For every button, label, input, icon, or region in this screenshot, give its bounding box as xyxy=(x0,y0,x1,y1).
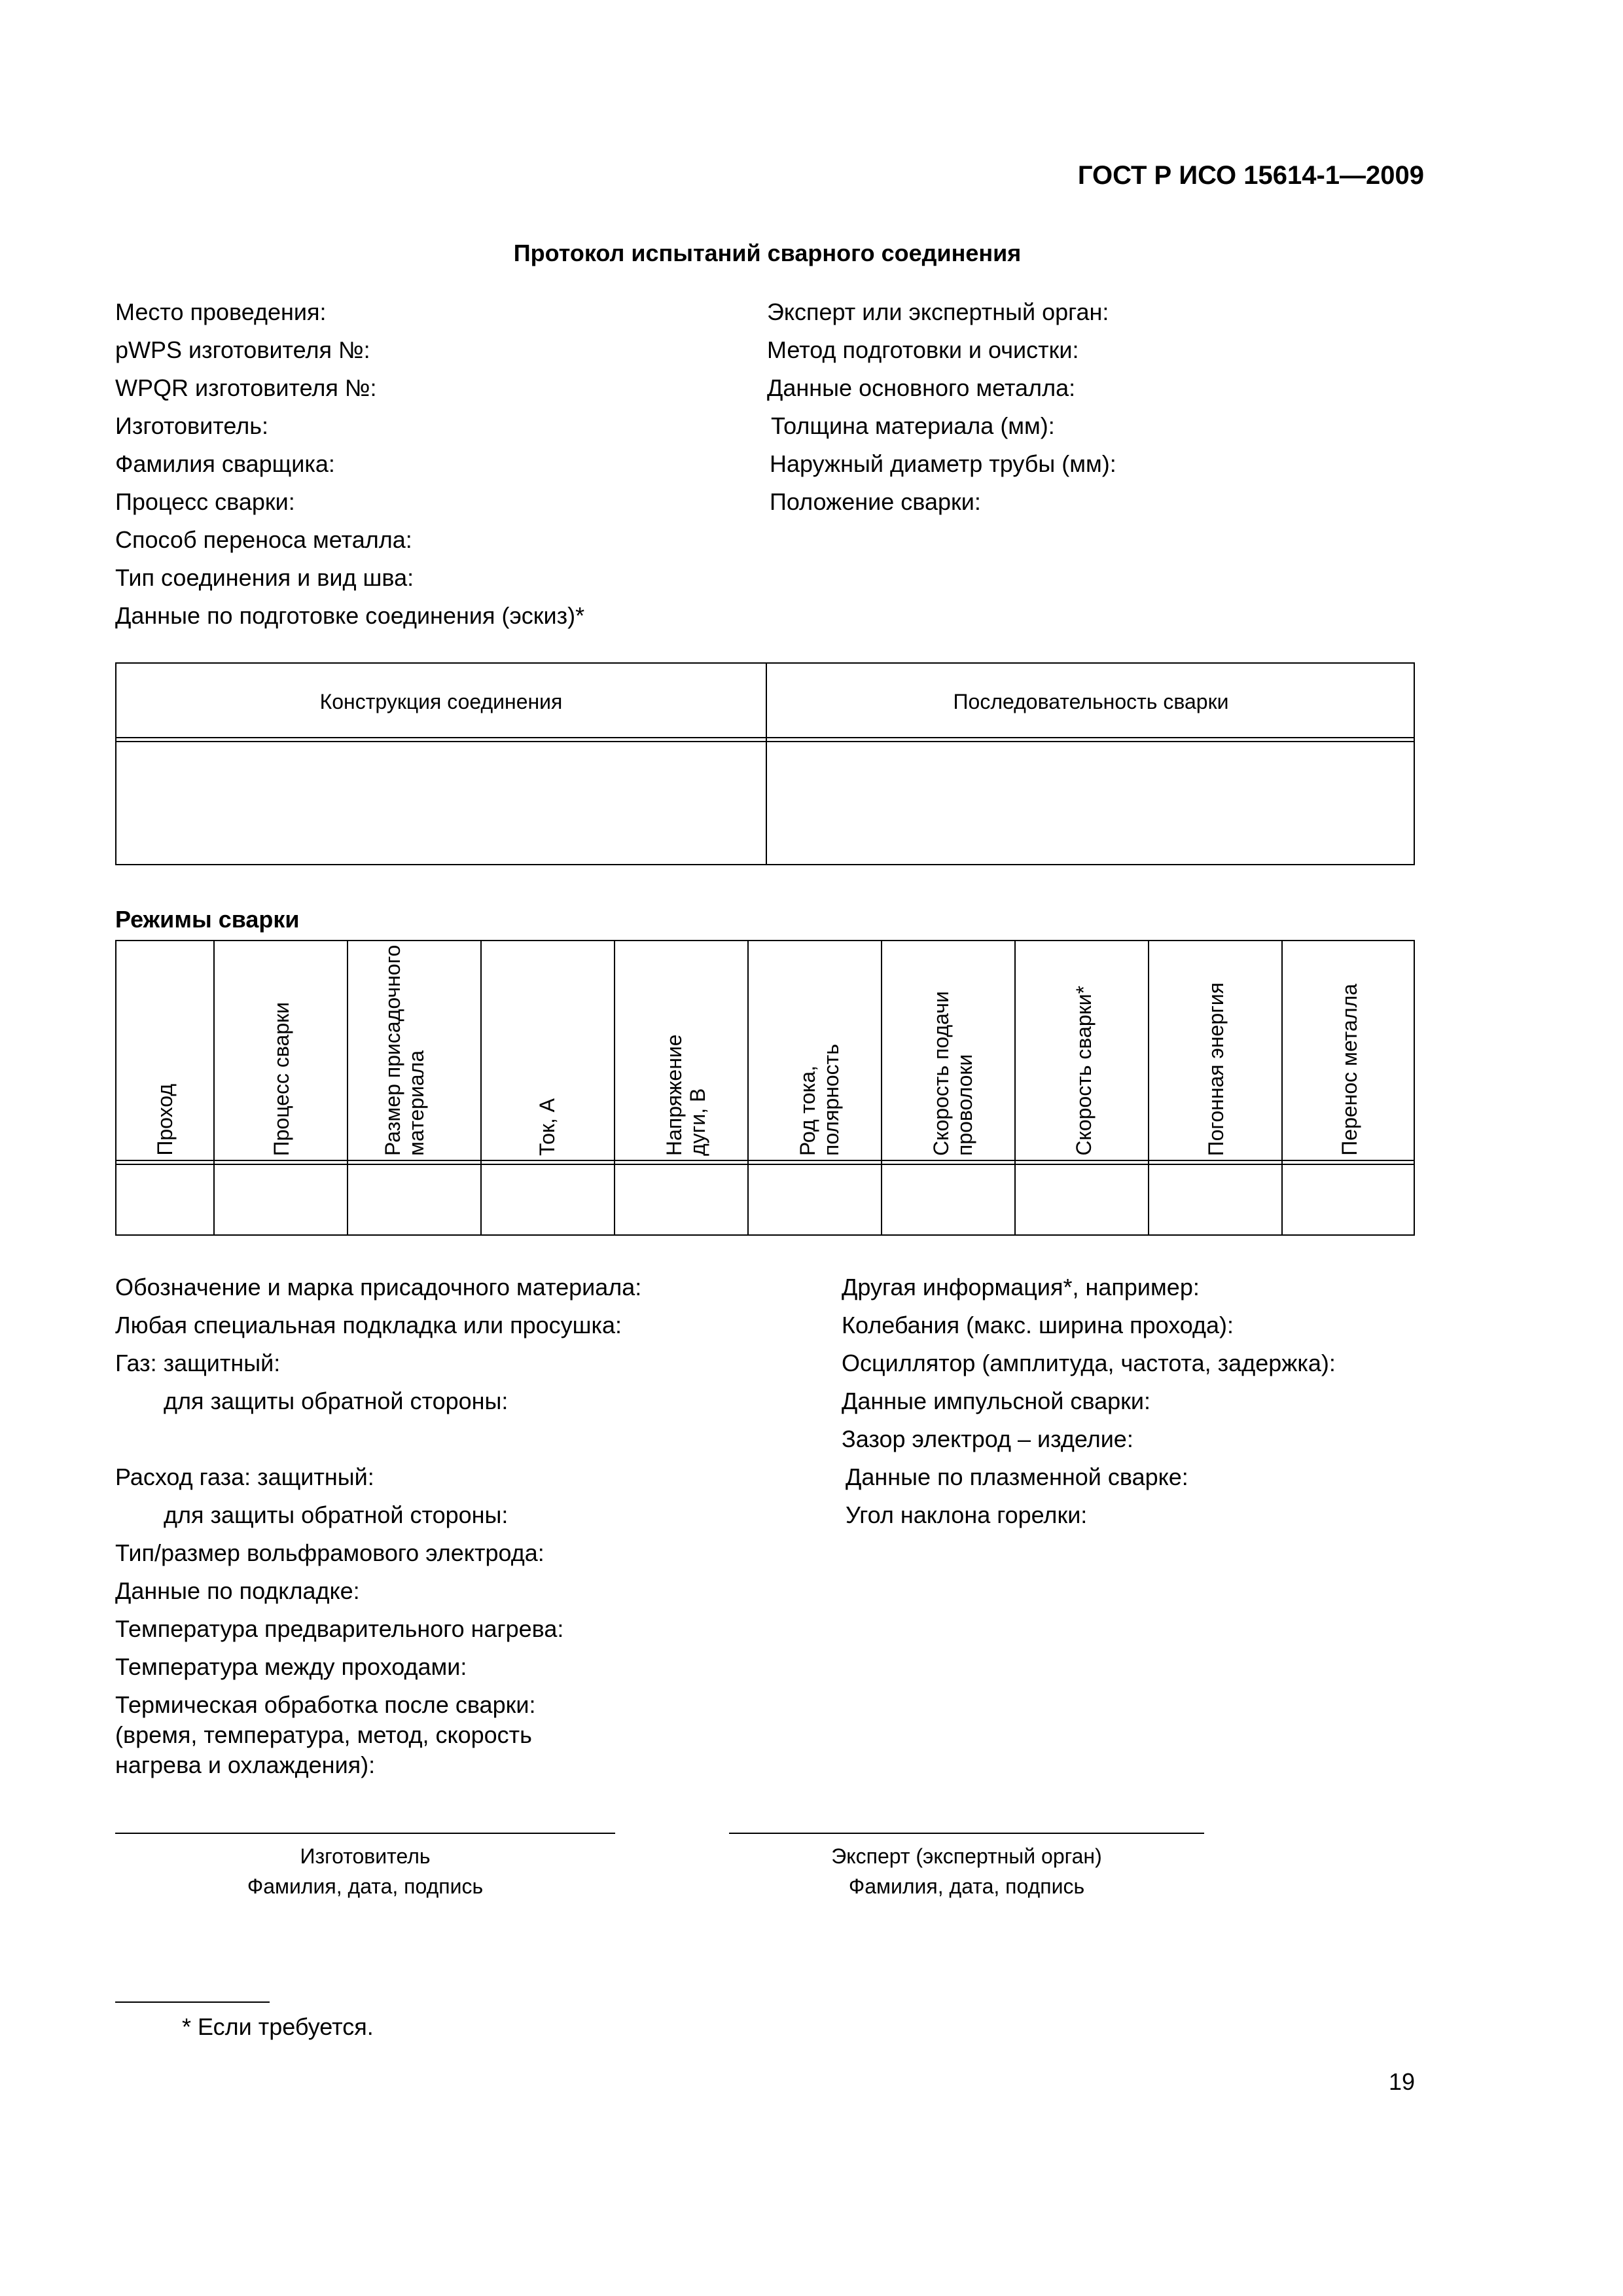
field-joint-preparation: Данные по подготовке соединения (эскиз)* xyxy=(115,602,585,629)
lower-right-fields xyxy=(842,1268,1336,1534)
field-other-info: Другая информация*, например: xyxy=(842,1274,1200,1300)
joint-design-header: Конструкция соединения xyxy=(319,690,563,713)
field-pwht-detail: нагрева и охлаждения): xyxy=(115,1751,376,1778)
table-divider xyxy=(116,741,1414,742)
signature-role-examiner: Эксперт (экспертный орган) xyxy=(831,1844,1102,1868)
field-wpqr: WPQR изготовителя №: xyxy=(115,374,377,401)
field-backing-gas: для защиты обратной стороны: xyxy=(164,1388,508,1414)
header-metal-transfer: Перенос металла xyxy=(1338,984,1361,1156)
field-location: Место проведения: xyxy=(115,298,327,325)
field-contact-tube-distance: Зазор электрод – изделие: xyxy=(842,1426,1133,1452)
document-code: ГОСТ Р ИСО 15614-1—2009 xyxy=(1077,161,1424,190)
header-wire-feed: Скорость подачи проволоки xyxy=(929,991,976,1156)
welding-parameters-table xyxy=(115,940,1415,1236)
field-special-backing: Любая специальная подкладка или просушка: xyxy=(115,1312,622,1338)
header-filler-size: Размер присадочного материала xyxy=(381,944,428,1156)
joint-design-table xyxy=(115,662,1415,865)
header-heat-input: Погонная энергия xyxy=(1204,982,1228,1156)
signature-line-examiner xyxy=(729,1833,1204,1834)
table-divider xyxy=(480,941,482,1234)
table-divider xyxy=(1281,941,1283,1234)
field-backing-data: Данные по подкладке: xyxy=(115,1577,360,1604)
table-divider xyxy=(881,941,882,1234)
field-welder-name: Фамилия сварщика: xyxy=(115,450,335,477)
field-examiner: Эксперт или экспертный орган: xyxy=(767,298,1109,325)
field-pwht-detail: (время, температура, метод, скорость xyxy=(115,1721,532,1748)
field-parent-metal: Данные основного металла: xyxy=(767,374,1076,401)
welding-sequence-header: Последовательность сварки xyxy=(953,690,1229,713)
field-pipe-diameter: Наружный диаметр трубы (мм): xyxy=(770,450,1116,477)
field-manufacturer: Изготовитель: xyxy=(115,412,268,439)
signature-detail-examiner: Фамилия, дата, подпись xyxy=(848,1874,1085,1898)
footnote: * Если требуется. xyxy=(182,2013,374,2040)
field-metal-transfer: Способ переноса металла: xyxy=(115,526,412,553)
table-divider xyxy=(1148,941,1149,1234)
field-shielding-flow: Расход газа: защитный: xyxy=(115,1463,374,1490)
lower-left-fields xyxy=(115,1268,641,1780)
field-preparation-method: Метод подготовки и очистки: xyxy=(767,336,1079,363)
left-fields xyxy=(115,293,584,635)
table-divider xyxy=(116,737,1414,738)
table-divider xyxy=(347,941,348,1234)
header-current: Ток, А xyxy=(535,1098,559,1156)
header-voltage: Напряжение дуги, В xyxy=(662,1034,709,1156)
footnote-separator xyxy=(115,2001,270,2003)
field-welding-position: Положение сварки: xyxy=(770,488,981,515)
field-plasma-welding: Данные по плазменной сварке: xyxy=(846,1463,1188,1490)
field-weaving: Колебания (макс. ширина прохода): xyxy=(842,1312,1234,1338)
field-welding-process: Процесс сварки: xyxy=(115,488,295,515)
signature-role-manufacturer: Изготовитель xyxy=(300,1844,431,1868)
header-pass: Проход xyxy=(153,1084,177,1156)
field-preheat-temperature: Температура предварительного нагрева: xyxy=(115,1615,564,1642)
field-tungsten-electrode: Тип/размер вольфрамового электрода: xyxy=(115,1539,544,1566)
right-fields xyxy=(767,293,1116,521)
header-current-type: Род тока, полярность xyxy=(796,1043,843,1156)
page-number: 19 xyxy=(1388,2068,1415,2095)
table-divider xyxy=(614,941,615,1234)
page-title: Протокол испытаний сварного соединения xyxy=(513,240,1022,266)
field-backing-flow: для защиты обратной стороны: xyxy=(164,1501,508,1528)
field-interpass-temperature: Температура между проходами: xyxy=(115,1653,467,1680)
section-title-welding-parameters: Режимы сварки xyxy=(115,906,300,933)
field-pwps: pWPS изготовителя №: xyxy=(115,336,370,363)
table-divider xyxy=(747,941,749,1234)
field-thickness: Толщина материала (мм): xyxy=(771,412,1055,439)
header-process: Процесс сварки xyxy=(270,1001,293,1156)
table-divider xyxy=(116,1160,1414,1161)
spacer xyxy=(115,1420,641,1458)
field-joint-type: Тип соединения и вид шва: xyxy=(115,564,414,591)
signature-line-manufacturer xyxy=(115,1833,615,1834)
table-divider xyxy=(1014,941,1016,1234)
field-pulse-welding: Данные импульсной сварки: xyxy=(842,1388,1151,1414)
field-oscillation: Осциллятор (амплитуда, частота, задержка): xyxy=(842,1350,1336,1376)
field-pwht: Термическая обработка после сварки: xyxy=(115,1691,536,1718)
field-torch-angle: Угол наклона горелки: xyxy=(846,1501,1088,1528)
field-shielding-gas: Газ: защитный: xyxy=(115,1350,281,1376)
header-travel-speed: Скорость сварки* xyxy=(1072,986,1096,1156)
table-divider xyxy=(116,1164,1414,1165)
field-filler-designation: Обозначение и марка присадочного материала: xyxy=(115,1274,642,1300)
table-divider xyxy=(213,941,215,1234)
signature-detail-manufacturer: Фамилия, дата, подпись xyxy=(247,1874,484,1898)
